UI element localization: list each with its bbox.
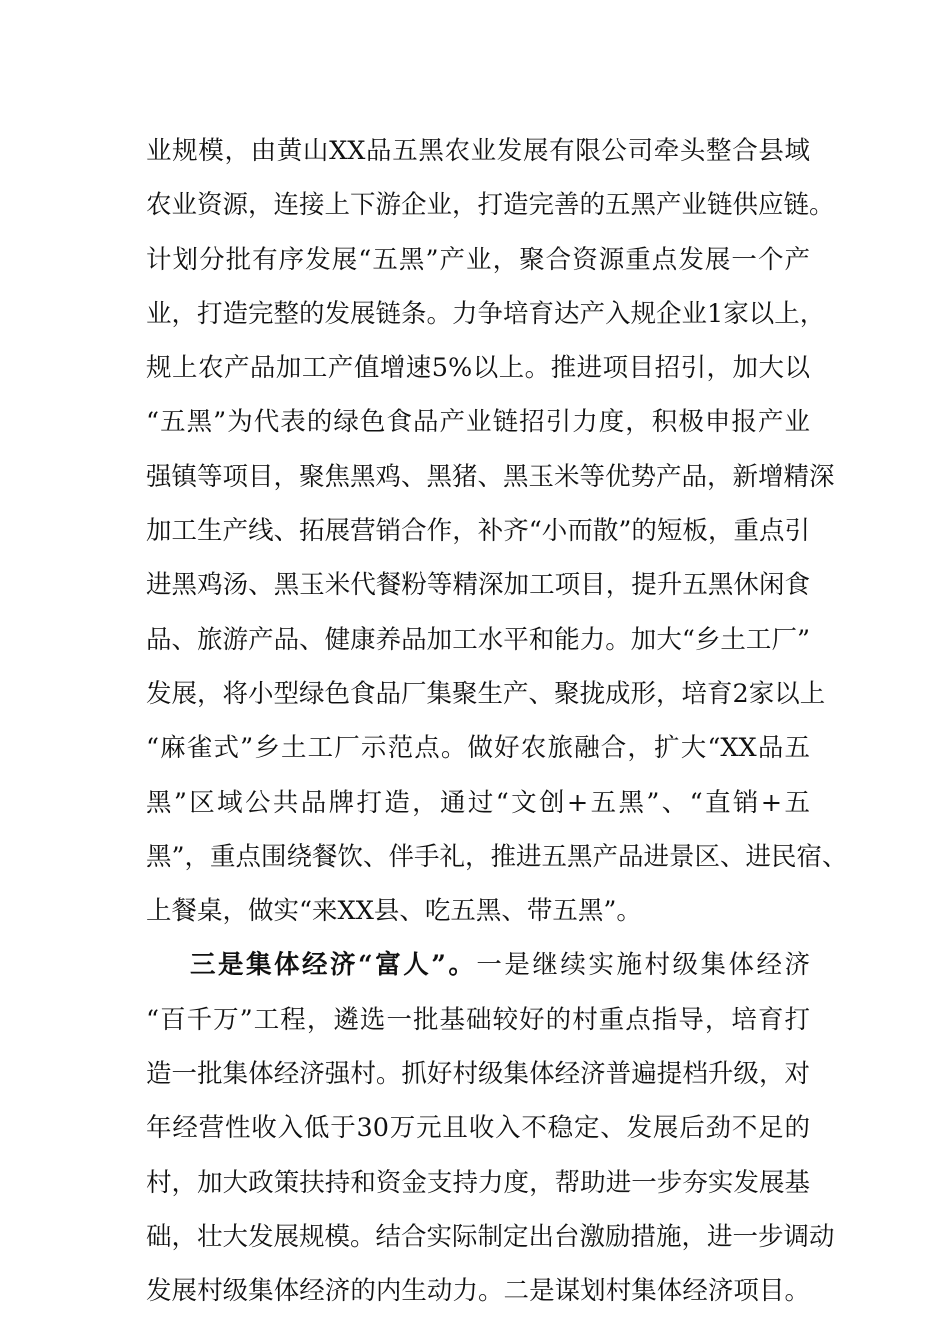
paragraph-heading: 三是集体经济“富人”。 <box>190 950 477 981</box>
text-line: 造一批集体经济强村。抓好村级集体经济普遍提档升级，对 <box>146 1059 810 1090</box>
paragraph-first-line <box>146 938 810 992</box>
text-line: 上餐桌，做实“来XX县、吃五黑、带五黑”。 <box>146 896 642 927</box>
text-line: 业规模，由黄山XX品五黑农业发展有限公司牵头整合县域 <box>146 136 810 166</box>
text-line: 进黑鸡汤、黑玉米代餐粉等精深加工项目，提升五黑休闲食 <box>146 570 810 601</box>
text-line: “百千万”工程，遴选一批基础较好的村重点指导，培育打 <box>146 1004 810 1035</box>
paragraph-first-line-text: 一是继续实施村级集体经济 <box>476 950 810 981</box>
text-line: 计划分批有序发展“五黑”产业，聚合资源重点发展一个产 <box>146 244 810 275</box>
text-line: 黑”，重点围绕餐饮、伴手礼，推进五黑产品进景区、进民宿、 <box>146 841 848 872</box>
text-line: 规上农产品加工产值增速5%以上。推进项目招引，加大以 <box>146 353 810 384</box>
text-line: 加工生产线、拓展营销合作，补齐“小而散”的短板，重点引 <box>146 516 810 547</box>
text-line: 发展，将小型绿色食品厂集聚生产、聚拢成形，培育2家以上 <box>146 678 826 709</box>
body-text <box>146 124 848 1319</box>
text-line: 发展村级集体经济的内生动力。二是谋划村集体经济项目。 <box>146 1276 810 1307</box>
text-line: 农业资源，连接上下游企业，打造完善的五黑产业链供应链。 <box>146 190 835 221</box>
text-line: 强镇等项目，聚焦黑鸡、黑猪、黑玉米等优势产品，新增精深 <box>146 461 835 492</box>
text-line: 品、旅游产品、健康养品加工水平和能力。加大“乡土工厂” <box>146 624 810 655</box>
text-line: 业，打造完整的发展链条。力争培育达产入规企业1家以上， <box>146 298 826 329</box>
text-line: “五黑”为代表的绿色食品产业链招引力度，积极申报产业 <box>146 407 810 438</box>
text-line: 础，壮大发展规模。结合实际制定出台激励措施，进一步调动 <box>146 1221 835 1252</box>
text-line: 年经营性收入低于30万元且收入不稳定、发展后劲不足的 <box>146 1113 810 1144</box>
text-line: 村，加大政策扶持和资金支持力度，帮助进一步夯实发展基 <box>146 1167 810 1198</box>
text-line: 黑”区域公共品牌打造，通过“文创+五黑”、“直销+五 <box>146 787 810 818</box>
text-line: “麻雀式”乡土工厂示范点。做好农旅融合，扩大“XX品五 <box>146 733 810 764</box>
